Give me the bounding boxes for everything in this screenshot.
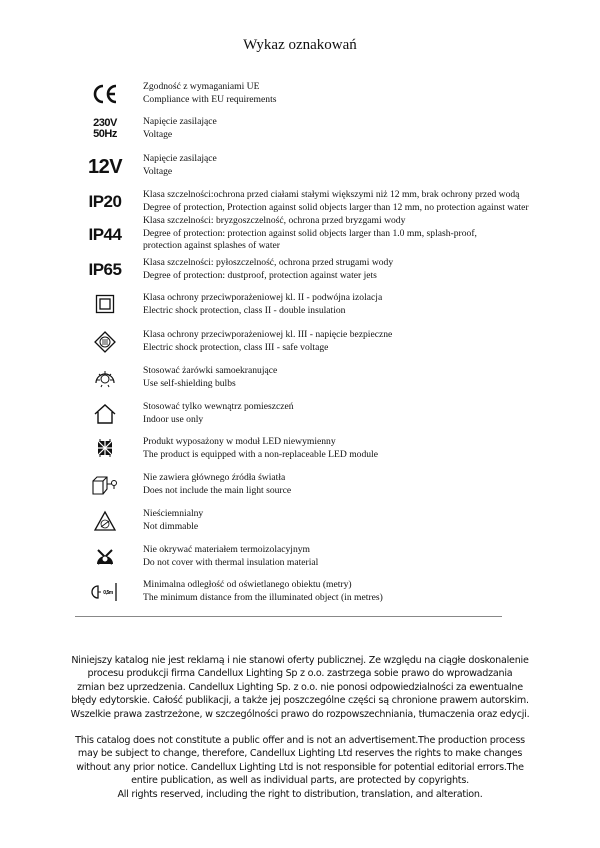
disclaimer-line: zmian bez uprzedzenia. Candellux Lighting Sp. z o.o. nie ponosi odpowiedzialności za ewentualne: [77, 681, 523, 693]
led-module-icon: [80, 438, 130, 458]
ip44-icon: IP44: [88, 225, 122, 244]
page-title: Wykaz oznakowań: [243, 37, 357, 53]
indoor-house-icon: [80, 403, 130, 425]
label-en: Voltage: [143, 128, 173, 140]
disclaimer-line: may be subject to change, therefore, Candellux Lighting Ltd reserves the rights to make changes: [77, 748, 523, 760]
label-en: The product is equipped with a non-replaceable LED module: [143, 448, 378, 460]
disclaimer-line: This catalog does not constitute a public offer and is not an advertisement.The production process: [75, 735, 525, 746]
label-en: Voltage: [143, 165, 173, 177]
label-en: Indoor use only: [143, 413, 204, 425]
legend-text: [143, 544, 318, 569]
label-en: Electric shock protection, class III - safe voltage: [143, 341, 329, 353]
legend-text: [143, 472, 291, 497]
ce-mark-icon: [80, 83, 130, 105]
disclaimer-en: [0, 734, 600, 801]
label-en: Degree of protection, Protection against solid objects larger than 12 mm, no protection against water: [143, 201, 529, 213]
label-pl: Klasa ochrony przeciwporażeniowej kl. II - podwójna izolacja: [143, 292, 383, 303]
legend-text: [143, 292, 382, 317]
legend-text: [143, 508, 203, 533]
label-pl: Klasa ochrony przeciwporażeniowej kl. III - napięcie bezpieczne: [143, 329, 393, 340]
legend-text: [143, 189, 529, 214]
disclaimer-line: błędy edytorskie. Całość publikacji, a także jej poszczególne części są chronione prawem autorskim.: [71, 695, 529, 707]
disclaimer-line: Wszelkie prawa zastrzeżone, w szczególności prawo do rozpowszechniania, tłumaczenia oraz edycji.: [70, 708, 530, 720]
label-pl: Nie zawiera głównego źródła światła: [143, 472, 286, 483]
label-en: protection against splashes of water: [143, 240, 280, 252]
label-en: Use self-shielding bulbs: [143, 377, 236, 389]
no-thermal-cover-icon: [80, 546, 130, 568]
disclaimer-line: without any prior notice. Candellux Lighting Ltd is not responsible for potential editorial errors.The: [76, 761, 524, 773]
label-pl: Klasa szczelności: bryzgoszczelność, ochrona przed bryzgami wody: [143, 215, 406, 226]
class-ii-icon: [80, 294, 130, 314]
label-pl: Napięcie zasilające: [143, 116, 217, 127]
legend-text: [143, 153, 217, 178]
label-pl: Minimalna odległość od oświetlanego obiektu (metry): [143, 579, 352, 590]
label-en: Do not cover with thermal insulation material: [143, 556, 319, 568]
no-light-source-icon: [80, 474, 130, 496]
label-en: Degree of protection: dustproof, protection against water jets: [143, 269, 377, 281]
disclaimer-line: All rights reserved, including the right to distribution, translation, and alteration.: [117, 788, 483, 800]
not-dimmable-icon: [80, 510, 130, 532]
legend-text: [143, 329, 392, 354]
label-en: Not dimmable: [143, 520, 199, 532]
ip65-icon: IP65: [88, 260, 122, 279]
label-en: The minimum distance from the illuminated object (in metres): [143, 591, 383, 603]
label-en: Does not include the main light source: [143, 484, 292, 496]
legend-text: [143, 365, 277, 390]
label-en: Degree of protection: protection against solid objects larger than 1.0 mm, splash-proof,: [143, 227, 477, 239]
disclaimer-line: procesu produkcji firma Candellux Lighting Sp z o.o. zastrzega sobie prawo do wprowadzania: [87, 668, 513, 680]
label-pl: Produkt wyposażony w moduł LED niewymienny: [143, 436, 336, 447]
label-pl: Zgodność z wymaganiami UE: [143, 81, 260, 92]
voltage-230v-icon: 230V 50Hz: [93, 117, 117, 140]
legend-text: [143, 257, 393, 282]
voltage-12v-icon: 12V: [87, 156, 123, 178]
label-en: Electric shock protection, class II - double insulation: [143, 304, 346, 316]
label-pl: Klasa szczelności:ochrona przed ciałami stałymi większymi niż 12 mm, brak ochrony przed wodą: [143, 189, 520, 200]
class-iii-icon: [80, 331, 130, 353]
svg-text:0,5m: 0,5m: [103, 590, 113, 596]
disclaimer-line: Niniejszy katalog nie jest reklamą i nie stanowi oferty publicznej. Ze względu na ciągłe doskonalenie: [71, 655, 529, 666]
legend-text: [143, 436, 378, 461]
label-pl: Stosować żarówki samoekranujące: [143, 365, 278, 376]
self-shielding-bulb-icon: [80, 367, 130, 389]
ip20-icon: IP20: [88, 192, 122, 211]
disclaimer-line: entire publication, as well as individual parts, are protected by copyrights.: [131, 775, 469, 787]
legend-text: [143, 116, 217, 141]
label-pl: Nieściemnialny: [143, 508, 204, 519]
legend-text: [143, 579, 383, 604]
legend-text: [143, 215, 477, 253]
legend-text: [143, 81, 276, 106]
label-en: Compliance with EU requirements: [143, 93, 277, 105]
legend-text: [143, 401, 294, 426]
label-pl: Napięcie zasilające: [143, 153, 217, 164]
separator-line: [75, 616, 502, 617]
label-pl: Klasa szczelności: pyłoszczelność, ochrona przed strugami wody: [143, 257, 394, 268]
label-pl: Stosować tylko wewnątrz pomieszczeń: [143, 401, 294, 412]
min-distance-icon: [80, 581, 130, 603]
label-pl: Nie okrywać materiałem termoizolacyjnym: [143, 544, 311, 555]
disclaimer-pl: [0, 654, 600, 721]
